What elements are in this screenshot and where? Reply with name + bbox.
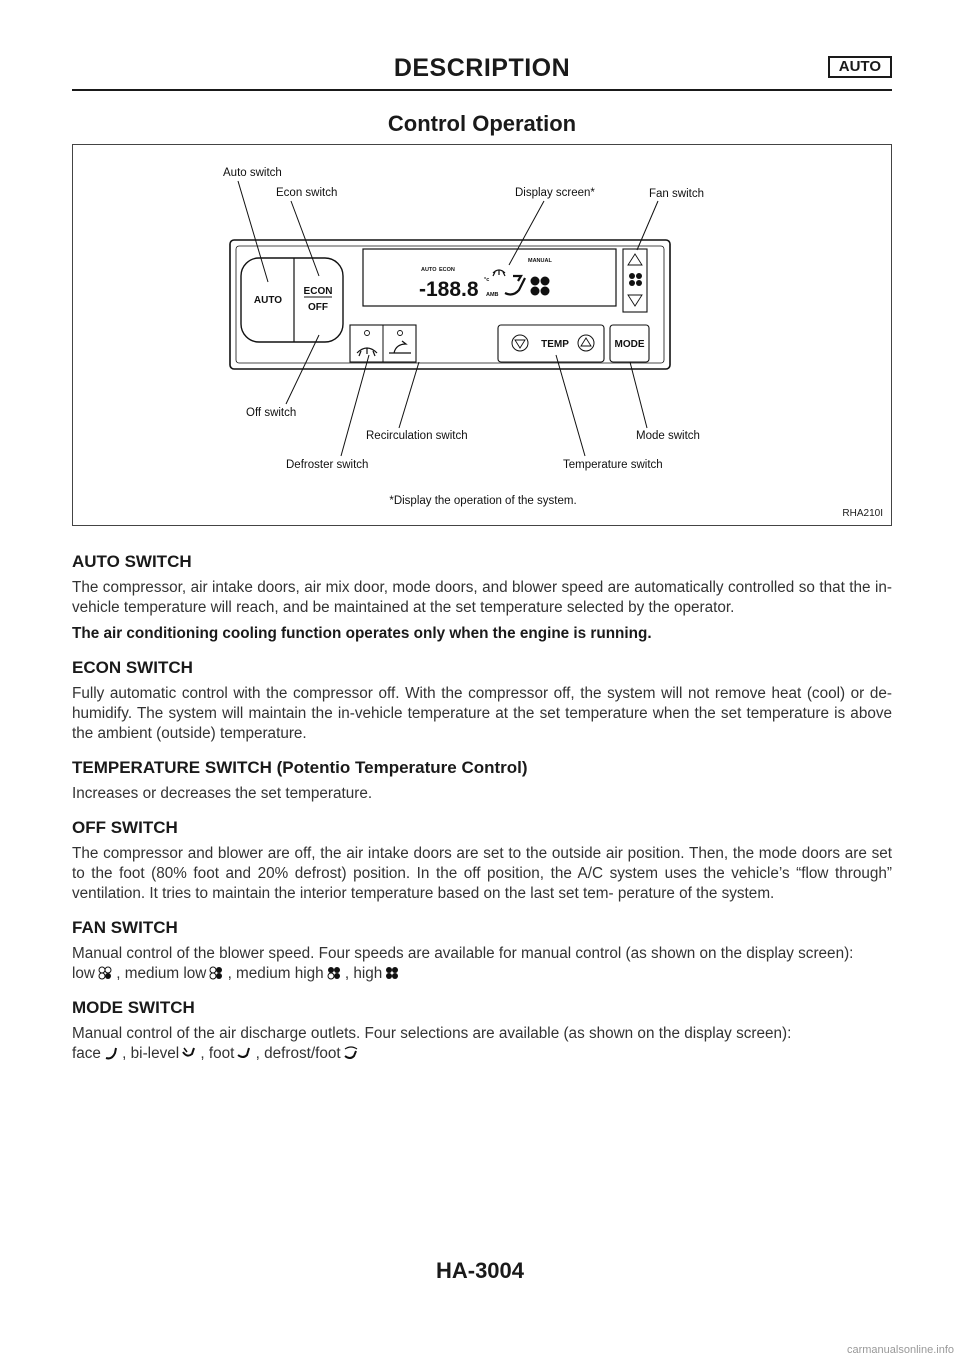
section-mode-switch bbox=[72, 998, 892, 1064]
fan-high-icon bbox=[385, 966, 399, 980]
fan-speed-medium-low-label: , medium low bbox=[116, 965, 207, 982]
temp-up-icon bbox=[581, 338, 591, 346]
callout-recirculation-switch: Recirculation switch bbox=[366, 430, 468, 442]
fan-speed-medium-high-label: , medium high bbox=[227, 965, 324, 982]
callout-mode-switch: Mode switch bbox=[636, 430, 700, 442]
callout-fan-switch: Fan switch bbox=[649, 188, 704, 200]
mode-defrost-foot-label: , defrost/foot bbox=[255, 1045, 341, 1062]
fan-speed-list bbox=[72, 964, 892, 984]
fan-down-arrow-icon bbox=[628, 295, 642, 306]
mode-switch-body: Manual control of the air discharge outlets. Four selections are available (as shown on the display screen): bbox=[72, 1025, 792, 1042]
fan-up-arrow-icon bbox=[628, 254, 642, 265]
fan-speed-high-label: , high bbox=[344, 965, 383, 982]
display-manual: MANUAL bbox=[528, 258, 552, 264]
callout-temperature-switch: Temperature switch bbox=[563, 459, 663, 471]
control-panel-figure bbox=[72, 144, 892, 526]
section-fan-switch bbox=[72, 918, 892, 984]
callout-econ-switch: Econ switch bbox=[276, 187, 338, 199]
header-rule bbox=[72, 89, 892, 91]
callout-auto-switch: Auto switch bbox=[223, 167, 282, 179]
section-title: Control Operation bbox=[387, 111, 577, 136]
temperature-switch-body: Increases or decreases the set temperature. bbox=[72, 785, 373, 802]
display-airflow-icon bbox=[505, 276, 525, 294]
fan-medium-high-icon bbox=[327, 966, 341, 980]
econ-switch-body: Fully automatic control with the compressor off. With the compressor off, the system will not remove heat (cool) or de-humidify. The system will maintain the in-vehicle temperature at the set temperature when the set temperature is above the ambient (outside) temperature. bbox=[72, 685, 892, 742]
header-title: DESCRIPTION bbox=[393, 54, 571, 82]
auto-switch-note: The air conditioning cooling function operates only when the engine is running. bbox=[72, 625, 652, 642]
display-auto: AUTO bbox=[421, 267, 437, 273]
temp-down-icon bbox=[515, 340, 525, 348]
off-key-label: OFF bbox=[308, 302, 328, 313]
section-off-switch bbox=[72, 818, 892, 904]
content bbox=[72, 552, 892, 1078]
econ-switch-heading: ECON SWITCH bbox=[72, 658, 193, 677]
mode-list bbox=[72, 1044, 892, 1064]
watermark: carmanualsonline.info bbox=[846, 1344, 954, 1356]
econ-key-label: ECON bbox=[303, 286, 333, 297]
header-tag: AUTO bbox=[828, 56, 892, 78]
fan-low-icon bbox=[98, 966, 112, 980]
mode-face-label: face bbox=[72, 1045, 101, 1062]
section-temperature-switch bbox=[72, 758, 892, 804]
fan-switch-body: Manual control of the blower speed. Four speeds are available for manual control (as shown on the display screen): bbox=[72, 945, 854, 962]
fan-switch bbox=[623, 249, 647, 312]
page-header bbox=[72, 52, 892, 94]
figure-code: RHA210I bbox=[842, 508, 883, 519]
leader-lines bbox=[238, 181, 658, 456]
section-auto-switch bbox=[72, 552, 892, 644]
recirculation-icon bbox=[389, 341, 411, 353]
mode-bi-level-label: , bi-level bbox=[122, 1045, 180, 1062]
callout-display-screen: Display screen* bbox=[515, 187, 595, 199]
mode-defrost-foot-icon bbox=[344, 1046, 358, 1060]
fan-speed-low-label: low bbox=[72, 965, 95, 982]
fan-switch-icon bbox=[629, 273, 642, 286]
display-econ: ECON bbox=[439, 267, 455, 273]
mode-key-label: MODE bbox=[614, 339, 645, 350]
fan-medium-low-icon bbox=[209, 966, 223, 980]
temperature-switch-heading: TEMPERATURE SWITCH (Potentio Temperature Control) bbox=[72, 758, 528, 777]
display-fan-icon bbox=[531, 277, 550, 296]
off-switch-body: The compressor and blower are off, the air intake doors are set to the outside air position. Then, the mode doors are set to the foot (80% foot and 20% defrost) position. In the off position, the A/C system uses the vehicle’s “flow through” ventilation. It tries to maintain the interior temperature based on the last set tem- perature of the system. bbox=[72, 845, 892, 902]
temp-key-label: TEMP bbox=[541, 339, 569, 350]
mode-switch-heading: MODE SWITCH bbox=[72, 998, 195, 1017]
auto-switch-body: The compressor, air intake doors, air mix door, mode doors, and blower speed are automatically controlled so that the in-vehicle temperature will reach, and be maintained at the set temperature selected by the operator. bbox=[72, 579, 892, 616]
callout-defroster-switch: Defroster switch bbox=[286, 459, 369, 471]
mode-foot-icon bbox=[237, 1046, 251, 1060]
mode-face-icon bbox=[104, 1046, 118, 1060]
display-defrost-icon bbox=[493, 270, 505, 276]
defroster-icon bbox=[357, 348, 377, 356]
mode-foot-label: , foot bbox=[200, 1045, 235, 1062]
control-panel-diagram bbox=[73, 145, 893, 527]
page-number: HA-3004 bbox=[435, 1258, 525, 1283]
auto-key-label: AUTO bbox=[253, 295, 283, 306]
off-switch-heading: OFF SWITCH bbox=[72, 818, 178, 837]
section-econ-switch bbox=[72, 658, 892, 744]
mode-bi-level-icon bbox=[182, 1046, 196, 1060]
figure-footnote: *Display the operation of the system. bbox=[389, 495, 577, 507]
callout-off-switch: Off switch bbox=[246, 407, 297, 419]
fan-switch-heading: FAN SWITCH bbox=[72, 918, 178, 937]
display-amb: AMB bbox=[486, 292, 499, 298]
display-degree: °c bbox=[484, 277, 490, 283]
auto-switch-heading: AUTO SWITCH bbox=[72, 552, 192, 571]
display-digits: -188.8 bbox=[419, 278, 479, 301]
